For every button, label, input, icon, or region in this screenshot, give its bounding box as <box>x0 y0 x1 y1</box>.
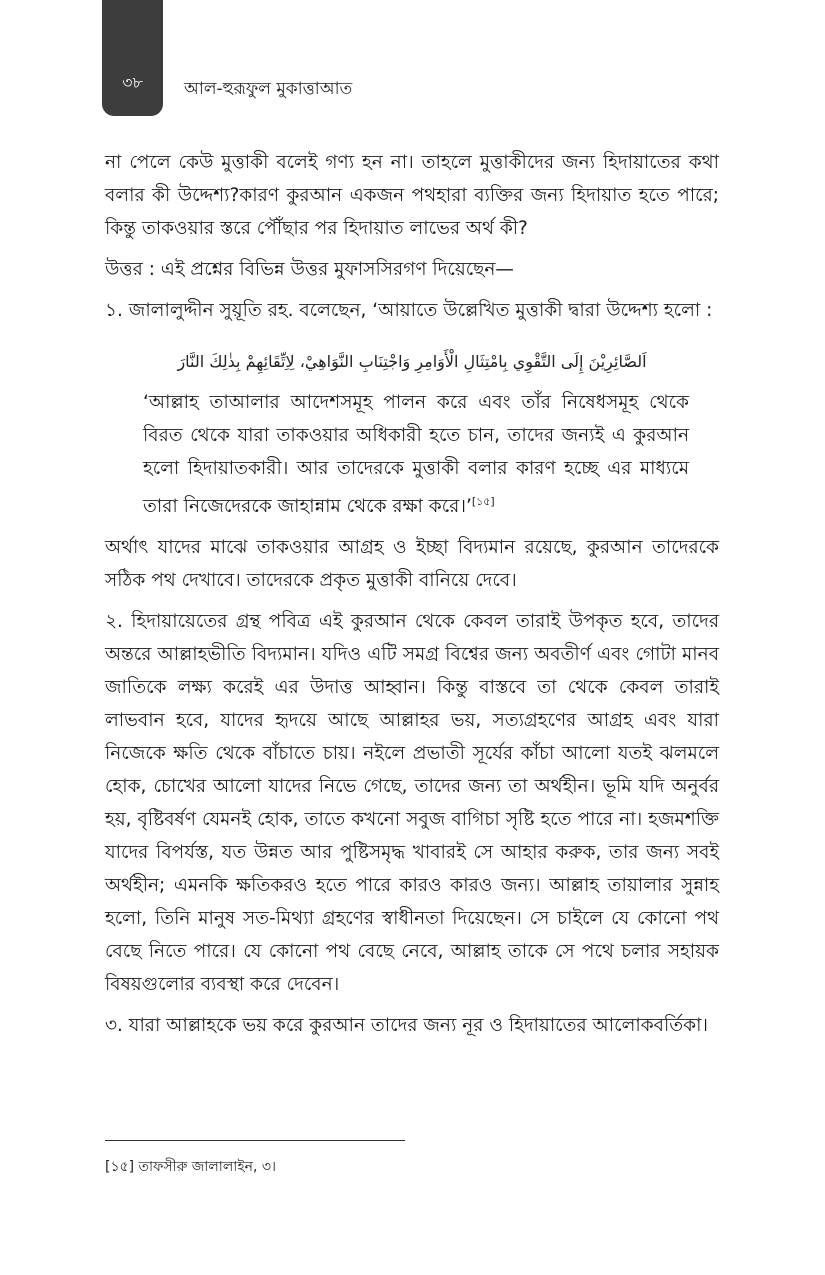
translation-quote <box>143 386 689 523</box>
paragraph-3: ১. জালালুদ্দীন সুয়ূতি রহ. বলেছেন, ‘আয়াতে উল্লেখিত মুত্তাকী দ্বারা উদ্দেশ্য হলো : <box>105 300 713 321</box>
footnote-divider <box>105 1140 405 1141</box>
arabic-quotation: اَلصَّائِرِيْنَ إِلَى التَّقْوِي بِامْتِثَالِ الْأَوَامِرِ وَاجْتِنَابِ النَّوَاهِيْ، لِاِتِّقَائِهِمْ بِذٰلِكَ النَّارَ <box>177 352 647 371</box>
paragraph-4: অর্থাৎ যাদের মাঝে তাকওয়ার আগ্রহ ও ইচ্ছা বিদ্যমান রয়েছে, কুরআন তাদেরকে সঠিক পথ দেখাবে। তাদেরকে প্রকৃত মুত্তাকী বানিয়ে দেবে। <box>105 537 719 592</box>
main-text <box>105 146 719 1050</box>
paragraph-2: উত্তর : এই প্রশ্নের বিভিন্ন উত্তর মুফাসসিরগণ দিয়েছেন— <box>105 259 514 280</box>
footnote-reference: [১৫] <box>471 495 495 508</box>
paragraph-6: ৩. যারা আল্লাহকে ভয় করে কুরআন তাদের জন্য নূর ও হিদায়াতের আলোকবর্তিকা। <box>105 1015 709 1037</box>
translation-quote-text: ‘আল্লাহ তাআলার আদেশসমূহ পালন করে এবং তাঁর নিষেধসমূহ থেকে বিরত থেকে যারা তাকওয়ার অধিকারী হতে চান, তাদের জন্যই এ কুরআন হলো হিদায়াতকারী। আর তাদেরকে মুত্তাকী বলার কারণ হচ্ছে এর মাধ্যমে তারা নিজেদেরকে জাহান্নাম থেকে রক্ষা করে।’ <box>143 392 689 518</box>
page-number-tab <box>102 0 163 116</box>
paragraph-1: না পেলে কেউ মুত্তাকী বলেই গণ্য হন না। তাহলে মুত্তাকীদের জন্য হিদায়াতের কথা বলার কী উদ্দেশ্য?কারণ কুরআন একজন পথহারা ব্যক্তির জন্য হিদায়াত হতে পারে; কিন্তু তাকওয়ার স্তরে পৌঁছার পর হিদায়াত লাভের অর্থ কী? <box>105 152 719 239</box>
paragraph-5: ২. হিদায়ায়েতের গ্রন্থ পবিত্র এই কুরআন থেকে কেবল তারাই উপকৃত হবে, তাদের অন্তরে আল্লাহভীতি বিদ্যমান। যদিও এটি সমগ্র বিশ্বের জন্য অবতীর্ণ এবং গোটা মানব জাতিকে লক্ষ্য করেই এর উদাত্ত আহ্বান। কিন্তু বাস্তবে তা থেকে কেবল তারাই লাভবান হবে, যাদের হৃদয়ে আছে আল্লাহর ভয়, সত্যগ্রহণের আগ্রহ এবং যারা নিজেকে ক্ষতি থেকে বাঁচাতে চায়। নইলে প্রভাতী সূর্যের কাঁচা আলো যতই ঝলমলে হোক, চোখের আলো যাদের নিভে গেছে, তাদের জন্য তা অর্থহীন। ভূমি যদি অনুর্বর হয়, বৃষ্টিবর্ষণ যেমনই হোক, তাতে কখনো সবুজ বাগিচা সৃষ্টি হতে পারে না। হজমশক্তি যাদের বিপর্যস্ত, যত উন্নত আর পুষ্টিসমৃদ্ধ খাবারই সে আহার করুক, তার জন্য সবই অর্থহীন; এমনকি ক্ষতিকরও হতে পারে কারও কারও জন্য। আল্লাহ তায়ালার সুন্নাহ হলো, তিনি মানুষ সত-মিথ্যা গ্রহণের স্বাধীনতা দিয়েছেন। সে চাইলে যে কোনো পথ বেছে নিতে পারে। যে কোনো পথ বেছে নেবে, আল্লাহ তাকে সে পথে চলার সহায়ক বিষয়গুলোর ব্যবস্থা করে দেবেন। <box>105 611 719 996</box>
footnote: [১৫] তাফসীরু জালালাইন, ৩। <box>105 1159 276 1175</box>
running-title: আল-হুরূফুল মুকাত্তাআত <box>184 79 353 99</box>
page-number: ৩৮ <box>122 73 143 92</box>
